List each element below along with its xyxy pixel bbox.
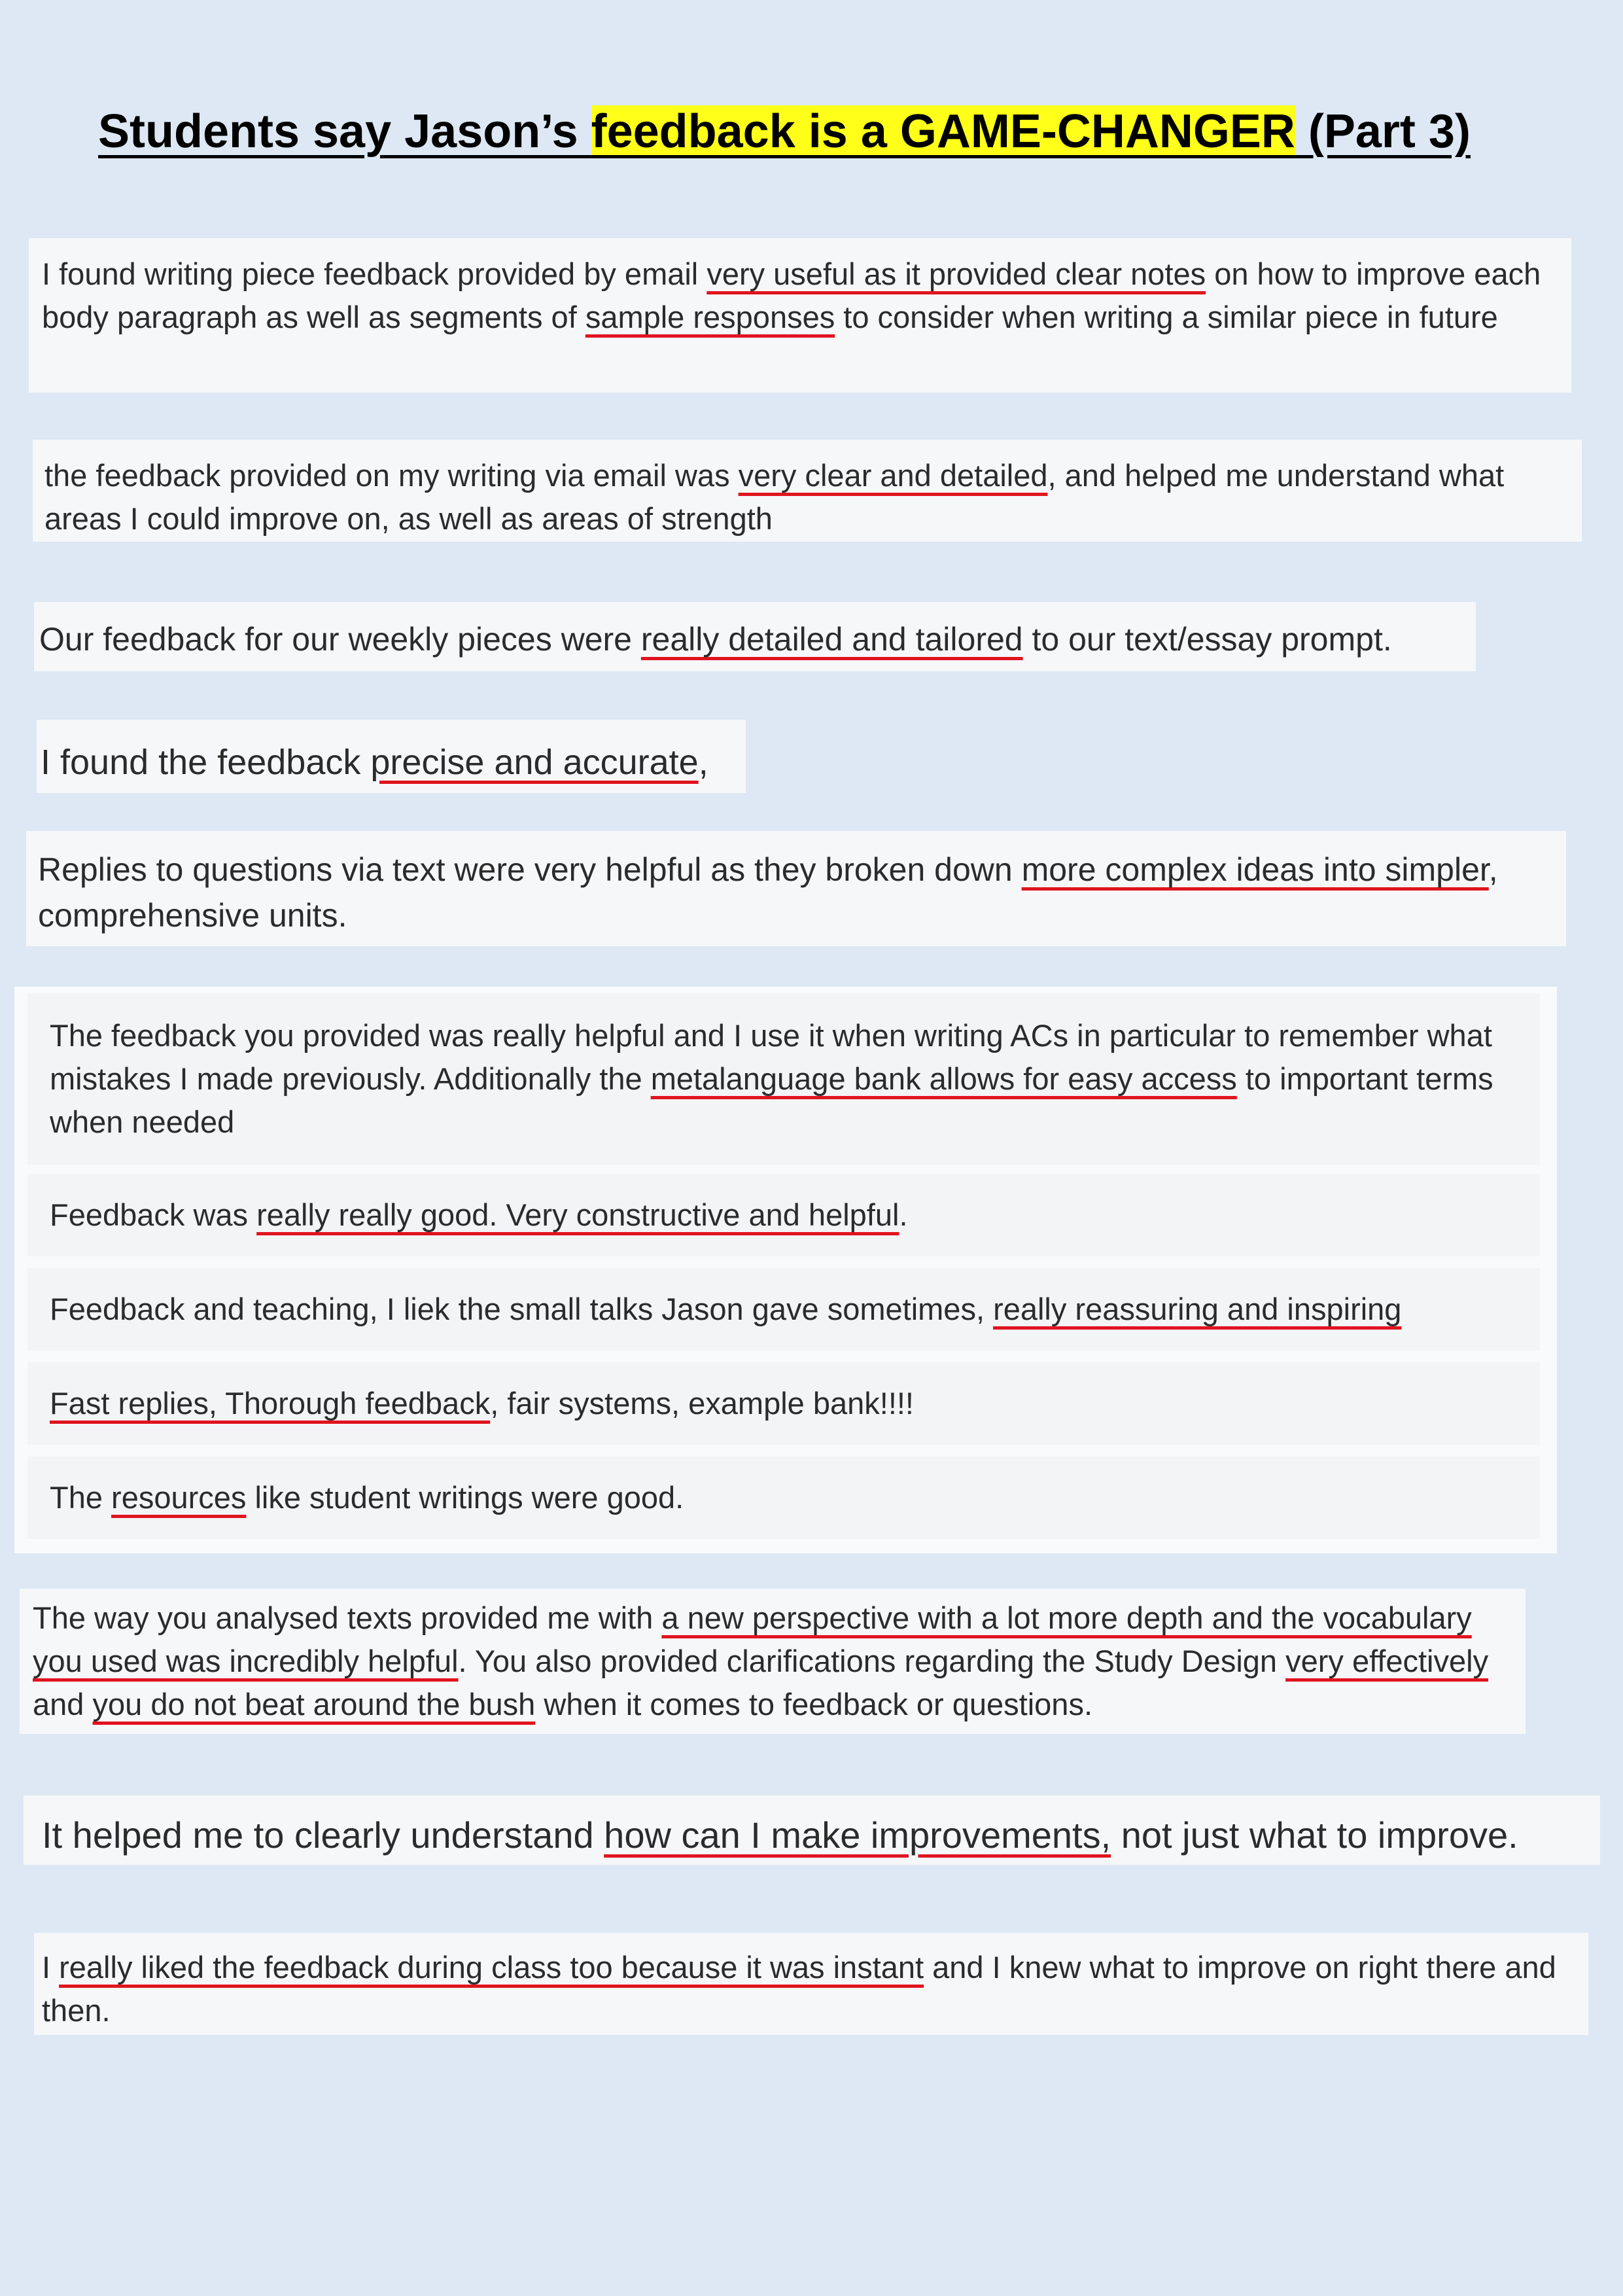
underlined-phrase: how can I make improvements,: [604, 1814, 1111, 1856]
text-segment: ,: [698, 743, 708, 782]
underlined-phrase: very effectively: [1285, 1643, 1489, 1678]
testimonial-text: [42, 1946, 1580, 2032]
text-segment: and I knew what to improve on right there and then.: [42, 1950, 1556, 2028]
text-segment: Replies to questions via text were very helpful as they broken down: [38, 851, 1022, 888]
testimonial-text: [50, 1382, 914, 1425]
underlined-phrase: precise and accurate: [370, 743, 699, 782]
underlined-phrase: really liked the feedback during class too because it was instant: [59, 1950, 924, 1985]
title-after: (Part 3): [1295, 105, 1471, 158]
testimonial-card: [34, 602, 1476, 671]
text-segment: on how to improve each body paragraph as well as segments of: [42, 256, 1541, 334]
testimonial-text: [50, 1014, 1518, 1143]
underlined-phrase: sample responses: [585, 299, 835, 334]
text-segment: . You also provided clarifications regarding the Study Design: [458, 1643, 1286, 1678]
testimonial-text: [42, 1810, 1582, 1861]
text-segment: I found writing piece feedback provided by email: [42, 256, 707, 291]
testimonial-card: [26, 831, 1566, 946]
testimonial-text: [44, 454, 1570, 540]
testimonial-text: [38, 847, 1554, 938]
text-segment: The feedback you provided was really helpful and I use it when writing ACs in particular to remember what mistakes I made previously. Additionally the: [50, 1018, 1492, 1097]
text-segment: The way you analysed texts provided me with: [33, 1600, 662, 1635]
underlined-phrase: very useful as it provided clear notes: [707, 256, 1206, 291]
testimonial-card: [37, 720, 746, 793]
testimonial-text: [50, 1288, 1401, 1331]
testimonial-text: [33, 1597, 1512, 1725]
text-segment: , comprehensive units.: [38, 851, 1498, 934]
text-segment: not just what to improve.: [1111, 1814, 1518, 1856]
text-segment: It helped me to clearly understand: [42, 1814, 604, 1856]
text-segment: The: [50, 1480, 112, 1515]
underlined-phrase: resources: [111, 1480, 247, 1515]
underlined-phrase: metalanguage bank allows for easy access: [650, 1061, 1237, 1097]
title-highlight: feedback is a GAME-CHANGER: [591, 105, 1295, 158]
testimonial-text: [41, 738, 742, 788]
underlined-phrase: very clear and detailed: [738, 458, 1048, 493]
underlined-phrase: a new perspective with a lot more depth and the vocabulary you used was incredibly helpful: [33, 1600, 1472, 1678]
testimonial-item: [27, 1362, 1540, 1445]
testimonial-text: [42, 253, 1558, 339]
text-segment: the feedback provided on my writing via email was: [44, 458, 739, 493]
testimonial-text: [50, 1476, 684, 1519]
text-segment: Feedback was: [50, 1197, 257, 1233]
testimonial-text: [50, 1193, 908, 1237]
testimonial-item: [27, 1268, 1540, 1351]
text-segment: I: [42, 1950, 60, 1985]
testimonial-card: [29, 238, 1571, 393]
testimonial-item: [27, 993, 1540, 1165]
text-segment: Our feedback for our weekly pieces were: [39, 621, 641, 658]
text-segment: I found the feedback: [41, 743, 371, 782]
underlined-phrase: Fast replies, Thorough feedback: [50, 1386, 491, 1421]
text-segment: when it comes to feedback or questions.: [535, 1686, 1093, 1722]
underlined-phrase: really reassuring and inspiring: [993, 1292, 1402, 1327]
testimonial-card: [24, 1795, 1600, 1865]
text-segment: , fair systems, example bank!!!!: [490, 1386, 914, 1421]
text-segment: to our text/essay prompt.: [1022, 621, 1392, 658]
title-before: Students say Jason’s: [98, 105, 591, 158]
text-segment: .: [899, 1197, 908, 1233]
text-segment: like student writings were good.: [246, 1480, 684, 1515]
testimonial-item: [27, 1457, 1540, 1539]
underlined-phrase: really detailed and tailored: [640, 621, 1023, 658]
testimonial-group: [14, 987, 1557, 1553]
text-segment: , and helped me understand what areas I could improve on, as well as areas of strength: [44, 458, 1505, 536]
testimonial-card: [34, 1933, 1588, 2035]
underlined-phrase: more complex ideas into simpler: [1021, 851, 1489, 888]
underlined-phrase: you do not beat around the bush: [92, 1686, 536, 1722]
testimonial-card: [20, 1589, 1526, 1734]
text-segment: and: [33, 1686, 93, 1722]
underlined-phrase: really really good. Very constructive and helpful: [256, 1197, 899, 1233]
text-segment: to consider when writing a similar piece in future: [835, 299, 1498, 334]
testimonial-card: [33, 440, 1582, 542]
text-segment: Feedback and teaching, I liek the small talks Jason gave sometimes,: [50, 1292, 994, 1327]
testimonial-text: [39, 616, 1471, 662]
text-segment: to important terms when needed: [50, 1061, 1493, 1139]
page-title: [98, 105, 1471, 158]
testimonial-item: [27, 1174, 1540, 1256]
